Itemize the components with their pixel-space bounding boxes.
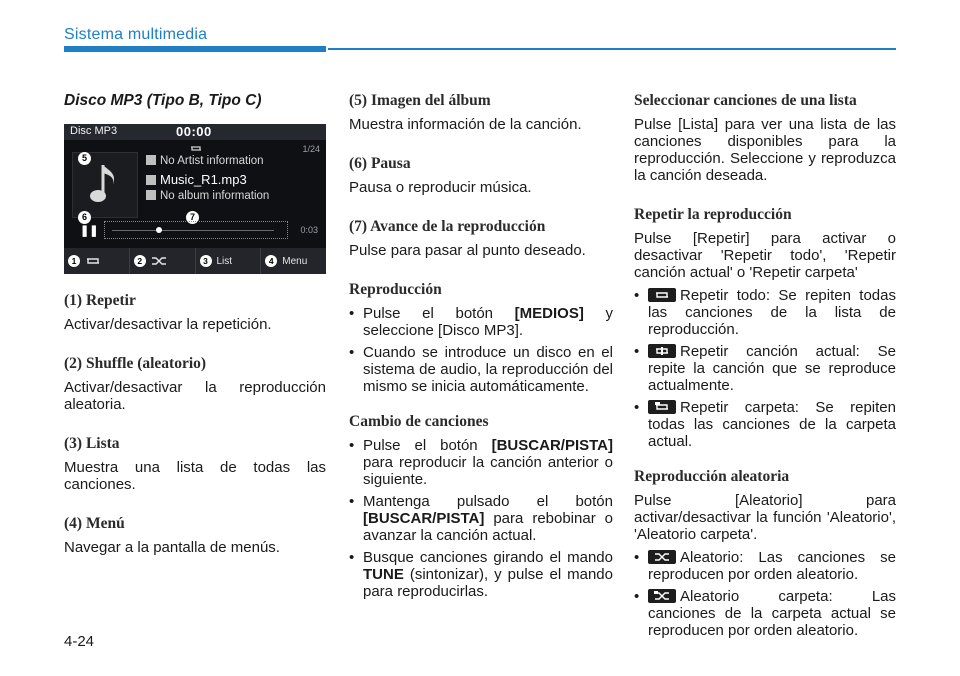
change-tracks-list xyxy=(349,437,613,600)
music-note-icon xyxy=(89,163,121,207)
list-button[interactable]: 3 List xyxy=(196,248,262,274)
shuffle-folder-icon xyxy=(648,589,676,603)
heading-change-tracks: Cambio de canciones xyxy=(349,413,489,430)
list-item: • Repetir canción actual: Se repite la canción que se reproduce actualmente. xyxy=(634,343,896,394)
column-2 xyxy=(349,92,613,618)
note-icon xyxy=(146,175,156,185)
album-icon xyxy=(146,190,156,200)
track-title: Music_R1.mp3 xyxy=(146,172,247,187)
progress-track xyxy=(112,230,274,231)
column-1 xyxy=(64,92,326,578)
list-item: • Aleatorio carpeta: Las canciones de la carpeta actual se reproducen por orden aleatorio. xyxy=(634,588,896,639)
menu-button[interactable]: 4 Menu xyxy=(261,248,326,274)
page-number: 4-24 xyxy=(64,633,95,650)
repeat-button[interactable]: 1 xyxy=(64,248,130,274)
track-album: No album information xyxy=(146,190,269,202)
callout-7: 7 xyxy=(186,211,199,224)
callout-6: 6 xyxy=(78,211,91,224)
section-title: Sistema multimedia xyxy=(64,26,208,43)
repeat-all-icon xyxy=(648,288,676,302)
heading-album-image: (5) Imagen del álbum xyxy=(349,92,491,109)
shuffle-icon xyxy=(648,550,676,564)
heading-list: (3) Lista xyxy=(64,435,120,452)
playback-list xyxy=(349,305,613,395)
text-menu: Navegar a la pantalla de menús. xyxy=(64,539,280,556)
text-pause: Pausa o reproducir música. xyxy=(349,179,532,196)
mp3-screen-illustration xyxy=(64,124,326,274)
screen-title: Disc MP3 xyxy=(70,125,118,137)
repeat-indicator-icon xyxy=(189,144,203,153)
shuffle-button[interactable]: 2 xyxy=(130,248,196,274)
text-repeat-playback: Pulse [Repetir] para activar o desactivar 'Repetir todo', 'Repetir canción actual' o 'Repetir carpeta' xyxy=(634,230,896,281)
heading-pause: (6) Pausa xyxy=(349,155,411,172)
track-artist: No Artist information xyxy=(146,155,264,167)
callout-5: 5 xyxy=(78,152,91,165)
header-rule-thick xyxy=(64,46,326,52)
heading-repeat: (1) Repetir xyxy=(64,292,136,309)
list-item: • Busque canciones girando el mando TUNE (sintonizar), y pulse el mando para reproducirlas. xyxy=(349,549,613,600)
progress-handle[interactable] xyxy=(156,227,162,233)
track-count: 1/24 xyxy=(302,144,320,154)
column-3 xyxy=(634,92,896,657)
text-random-playback: Pulse [Aleatorio] para activar/desactivar la función 'Aleatorio', 'Aleatorio carpeta'. xyxy=(634,492,896,543)
repeat-one-icon xyxy=(648,344,676,358)
list-item: • Repetir todo: Se repiten todas las canciones de la lista de reproducción. xyxy=(634,287,896,338)
screen-button-bar xyxy=(64,248,326,274)
text-repeat: Activar/desactivar la repetición. xyxy=(64,316,272,333)
screen-time: 00:00 xyxy=(176,124,212,139)
list-item: • Repetir carpeta: Se repiten todas las canciones de la carpeta actual. xyxy=(634,399,896,450)
header-rule-thin xyxy=(328,48,896,50)
heading-progress: (7) Avance de la reproducción xyxy=(349,218,546,235)
repeat-modes-list xyxy=(634,287,896,450)
text-list: Muestra una lista de todas las canciones. xyxy=(64,459,326,493)
list-item: • Aleatorio: Las canciones se reproducen por orden aleatorio. xyxy=(634,549,896,583)
repeat-folder-icon xyxy=(648,400,676,414)
artist-icon xyxy=(146,155,156,165)
heading-repeat-playback: Repetir la reproducción xyxy=(634,206,792,223)
text-album-image: Muestra información de la canción. xyxy=(349,116,582,133)
text-progress: Pulse para pasar al punto deseado. xyxy=(349,242,586,259)
repeat-icon xyxy=(85,256,101,266)
heading-playback: Reproducción xyxy=(349,281,442,298)
random-modes-list xyxy=(634,549,896,639)
shuffle-icon xyxy=(151,256,167,266)
heading-shuffle: (2) Shuffle (aleatorio) xyxy=(64,355,207,372)
remaining-time: 0:03 xyxy=(300,225,318,235)
list-item: • Cuando se introduce un disco en el sistema de audio, la reproducción del mismo se inicia automáticamente. xyxy=(349,344,613,395)
list-item: • Pulse el botón [BUSCAR/PISTA] para reproducir la canción anterior o siguiente. xyxy=(349,437,613,488)
pause-icon[interactable]: ❚❚ xyxy=(80,225,99,237)
list-item: • Mantenga pulsado el botón [BUSCAR/PISTA] para rebobinar o avanzar la canción actual. xyxy=(349,493,613,544)
heading-menu: (4) Menú xyxy=(64,515,125,532)
list-item: • Pulse el botón [MEDIOS] y seleccione [Disco MP3]. xyxy=(349,305,613,339)
page-heading: Disco MP3 (Tipo B, Tipo C) xyxy=(64,92,262,109)
text-select-from-list: Pulse [Lista] para ver una lista de las canciones disponibles para la reproducción. Seleccione y reproduzca la canción deseada. xyxy=(634,116,896,184)
heading-random-playback: Reproducción aleatoria xyxy=(634,468,790,485)
text-shuffle: Activar/desactivar la reproducción aleatoria. xyxy=(64,379,326,413)
heading-select-from-list: Seleccionar canciones de una lista xyxy=(634,92,857,109)
